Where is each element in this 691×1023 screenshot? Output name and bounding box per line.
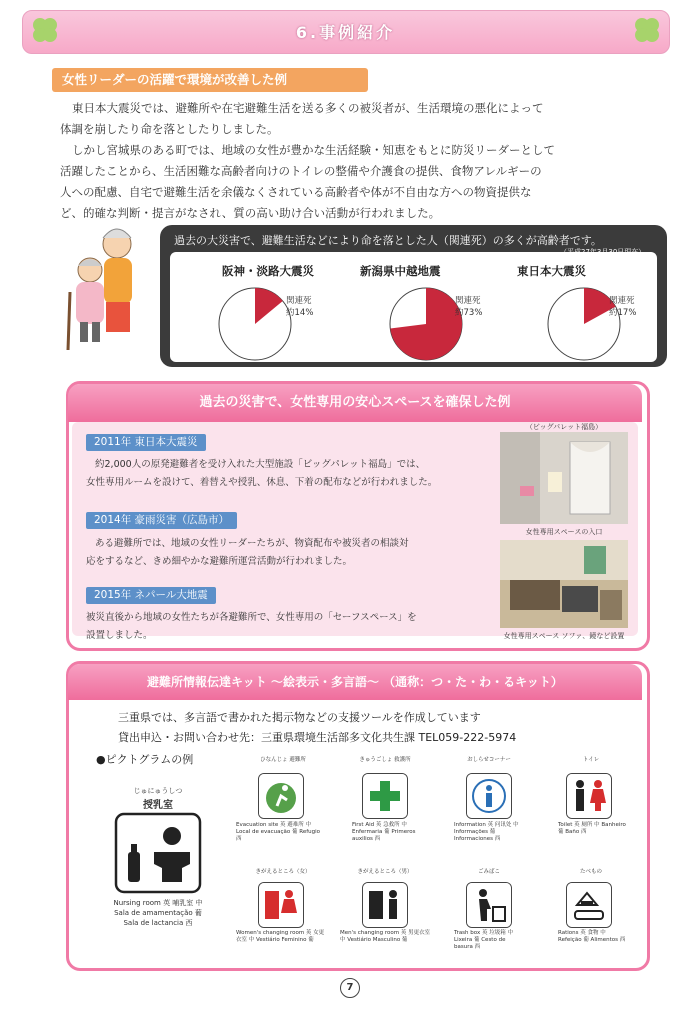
- paragraph-line: 活躍したことから、生活困難な高齢者向けのトイレの整備や介護食の提供、食物アレルギーの: [60, 164, 542, 178]
- evacuation-site-icon: [258, 773, 304, 819]
- pictogram-caption: Information 英 问讯处 中 Informações 葡 Informaciones 西: [454, 822, 519, 842]
- nursing-room-icon: [114, 812, 202, 894]
- elderly-couple-illustration: [62, 222, 150, 354]
- pie-note: [286, 295, 326, 319]
- pie-note-value: 約73%: [455, 308, 483, 318]
- mens-changing-room-icon: [362, 882, 408, 928]
- case-text-line: 応をするなど、きめ細やかな避難所運営活動が行われました。: [86, 556, 353, 567]
- paragraph-line: 体調を崩したり命を落としたりしました。: [60, 122, 279, 136]
- pie-title: 新潟県中越地震: [360, 264, 441, 278]
- information-icon: [466, 773, 512, 819]
- photo-caption: 女性専用スペース ソファ、鏡など設置: [503, 632, 625, 640]
- photo-top-caption: （ビッグパレット福島）: [525, 423, 603, 431]
- lang-line: Sala de amamentação 葡: [114, 909, 202, 917]
- case-text-line: 女性専用ルームを設けて、着替えや授乳、休息、下着の配布などが行われました。: [86, 477, 438, 488]
- section1-heading: 女性リーダーの活躍で環境が改善した例: [52, 68, 368, 92]
- trash-box-icon: [466, 882, 512, 928]
- pictogram-name: 授乳室: [143, 800, 173, 811]
- first-aid-icon: [362, 773, 408, 819]
- pictogram-heading: ●ピクトグラムの例: [96, 753, 194, 766]
- section2-title: 過去の災害で、女性専用の安心スペースを確保した例: [68, 384, 642, 422]
- lang-line: Nursing room 英 哺乳室 中: [113, 899, 203, 907]
- year-label: 2011年 東日本大震災: [86, 434, 206, 451]
- pictogram-caption: Evacuation site 英 避难所 中 Local de evacuação 葡 Refugio 西: [236, 822, 321, 842]
- pictogram-top-label: たべもの: [579, 869, 602, 875]
- pie-note-value: 約14%: [286, 308, 314, 318]
- pie-charts: [170, 252, 657, 362]
- pictogram-caption: Women's changing room 英 女更衣室 中 Vestiário Feminino 葡: [236, 930, 325, 943]
- kit-description: 三重県では、多言語で書かれた掲示物などの支援ツールを作成しています: [118, 711, 481, 724]
- section3-title: 避難所情報伝達キット ～絵表示・多言語～ （通称：つ・た・わ・るキット）: [68, 664, 642, 700]
- lang-line: Sala de lactancia 西: [123, 919, 193, 927]
- pie-note-value: 約17%: [609, 308, 637, 318]
- pictogram-top-label: きがえるところ（女）: [255, 869, 311, 875]
- page-number: 7: [340, 978, 360, 998]
- pictogram-kana: じゅにゅうしつ: [133, 787, 183, 795]
- case-text-line: ある避難所では、地域の女性リーダーたちが、物資配布や被災者の相談対: [95, 538, 409, 549]
- paragraph-line: 人への配慮、自宅で避難生活を余儀なくされている高齢者や体が不自由な方への物資提供な: [60, 185, 532, 199]
- page-title: 6.事例紹介: [295, 23, 396, 42]
- year-label: 2015年 ネパール大地震: [86, 587, 216, 604]
- photo-women-space-entrance: [500, 432, 628, 524]
- pictogram-top-label: ごみばこ: [477, 869, 500, 875]
- pie-title: 阪神・淡路大震災: [222, 264, 314, 278]
- case-text-line: 被災直後から地域の女性たちが各避難所で、女性専用の「セーフスペース」を: [86, 612, 417, 623]
- pie-note-label: 関連死: [609, 296, 635, 306]
- paragraph-line: 東日本大震災では、避難所や在宅避難生活を送る多くの被災者が、生活環境の悪化によって: [72, 101, 544, 115]
- rations-food-icon: [566, 882, 612, 928]
- pie-title: 東日本大震災: [517, 264, 586, 278]
- toilet-icon: [566, 773, 612, 819]
- pictogram-caption: Trash box 英 垃圾箱 中 Lixeira 葡 Cesto de basura 西: [454, 930, 513, 950]
- pictogram-languages: [98, 898, 218, 928]
- chart-title: 過去の大災害で、避難生活などにより命を落とした人（関連死）の多くが高齢者です。: [174, 234, 602, 247]
- photo-caption: 女性専用スペースの入口: [525, 528, 603, 536]
- pictogram-caption: Rations 英 食物 中 Refeição 葡 Alimentos 西: [558, 930, 626, 943]
- year-label: 2014年 豪雨災害（広島市）: [86, 512, 237, 529]
- pie-note: [455, 295, 495, 319]
- pie-note-label: 関連死: [455, 296, 481, 306]
- kit-contact: 貸出申込・お問い合わせ先：三重県環境生活部多文化共生課 TEL059-222-5974: [118, 731, 517, 744]
- case-text-line: 設置しました。: [86, 630, 153, 641]
- pictogram-top-label: ひなんじょ 避難所: [260, 757, 306, 763]
- case-text-line: 約2,000人の原発避難者を受け入れた大型施設「ビッグパレット福島」では、: [95, 459, 426, 470]
- photo-women-space-room: [500, 540, 628, 628]
- pictogram-caption: Men's changing room 英 男更衣室 中 Vestiário Masculino 葡: [340, 930, 431, 943]
- pie-note-label: 関連死: [286, 296, 312, 306]
- pictogram-top-label: きがえるところ（男）: [357, 869, 413, 875]
- pictogram-caption: Toilet 英 厕所 中 Banheiro 葡 Baño 西: [558, 822, 626, 835]
- paragraph-line: ど、的確な判断・提言がなされ、質の高い助け合い活動が行われました。: [60, 206, 441, 220]
- paragraph-line: しかし宮城県のある町では、地域の女性が豊かな生活経験・知恵をもとに防災リーダーとして: [72, 143, 555, 157]
- womens-changing-room-icon: [258, 882, 304, 928]
- pictogram-caption: First Aid 英 急救所 中 Enfermaria 葡 Primeros auxilios 西: [352, 822, 416, 842]
- pictogram-top-label: トイレ: [582, 757, 600, 763]
- pictogram-top-label: おしらせコーナー: [467, 757, 511, 763]
- pictogram-top-label: きゅうごしょ 救護所: [359, 757, 411, 763]
- pie-note: [609, 295, 649, 319]
- chart-date-note: （平成27年3月30日現在）: [560, 248, 646, 256]
